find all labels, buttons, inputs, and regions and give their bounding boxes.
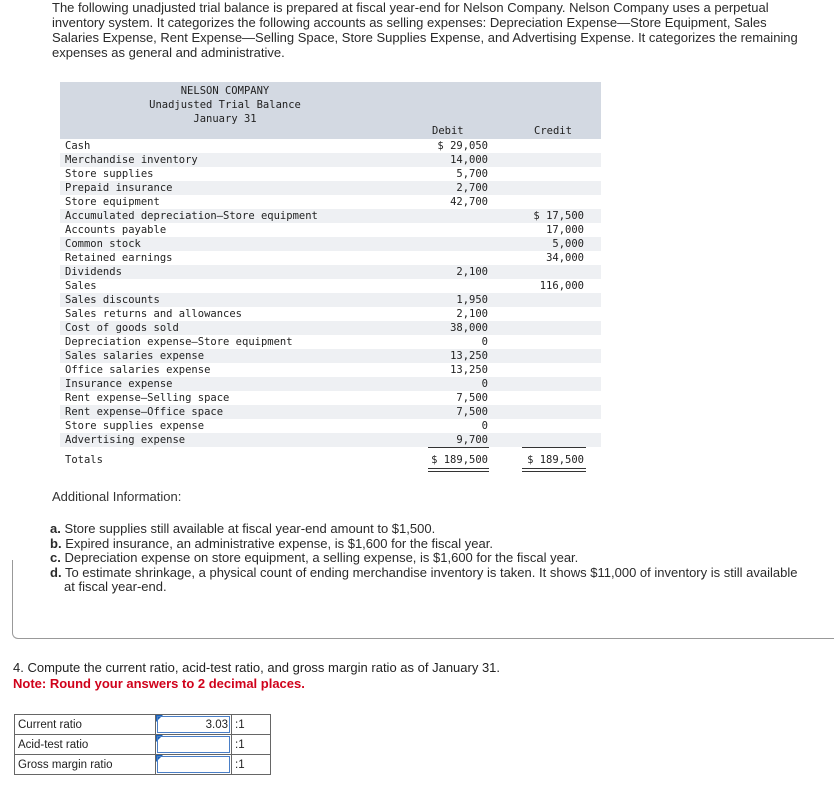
additional-info-heading: Additional Information:	[52, 489, 182, 504]
table-row	[60, 265, 601, 279]
table-row	[60, 405, 601, 419]
table-row	[60, 321, 601, 335]
table-row	[60, 363, 601, 377]
table-row	[60, 349, 601, 363]
account-name: Sales returns and allowances	[65, 308, 243, 320]
debit-header: Debit	[432, 125, 464, 137]
credit-amount: 34,000	[546, 252, 584, 264]
totals-label: Totals	[65, 454, 103, 466]
credit-double-underline	[522, 468, 586, 472]
statement-date: January 31	[193, 113, 257, 125]
intro-paragraph: The following unadjusted trial balance is prepared at fiscal year-end for Nelson Company. Nelson Company uses a perpetual inventory system. It categorizes the following accounts as selling expenses: Depreciation Expense—Store Equipment, Sales Salaries Expense, Rent Expense—Selling Space, Store Supplies Expense, and Advertising Expense. It categorizes the remaining expenses as general and administrative.	[52, 0, 798, 60]
account-name: Insurance expense	[65, 378, 173, 390]
account-name: Accumulated depreciation—Store equipment	[65, 210, 318, 222]
acid-test-ratio-input[interactable]	[156, 735, 232, 755]
account-name: Prepaid insurance	[65, 182, 173, 194]
account-name: Cost of goods sold	[65, 322, 179, 334]
table-row	[60, 335, 601, 349]
company-name: NELSON COMPANY	[180, 85, 270, 97]
question-block	[13, 660, 500, 692]
account-name: Sales discounts	[65, 294, 160, 306]
debit-amount: 5,700	[456, 168, 488, 180]
account-name: Store supplies	[65, 168, 154, 180]
current-ratio-input[interactable]: 3.03	[156, 715, 232, 735]
account-name: Rent expense—Office space	[65, 406, 224, 418]
debit-amount: $ 29,050	[437, 140, 488, 152]
credit-amount: 116,000	[539, 280, 584, 292]
table-row	[60, 223, 601, 237]
debit-amount: 13,250	[450, 350, 488, 362]
table-row	[60, 153, 601, 167]
debit-underline	[428, 447, 489, 448]
debit-amount: 0	[481, 420, 488, 432]
account-name: Dividends	[65, 266, 122, 278]
debit-amount: 42,700	[450, 196, 488, 208]
table-row	[60, 293, 601, 307]
account-name: Depreciation expense—Store equipment	[65, 336, 293, 348]
account-name: Sales	[65, 280, 97, 292]
table-row	[60, 181, 601, 195]
table-row	[60, 391, 601, 405]
table-row	[60, 251, 601, 265]
account-name: Retained earnings	[65, 252, 173, 264]
table-row	[60, 139, 601, 153]
debit-amount: 2,100	[456, 308, 488, 320]
answer-row-acid	[15, 735, 271, 755]
table-row	[60, 377, 601, 391]
account-name: Accounts payable	[65, 224, 167, 236]
table-row	[60, 307, 601, 321]
debit-double-underline	[428, 468, 489, 472]
table-row	[60, 237, 601, 251]
totals-row	[60, 453, 601, 467]
account-name: Merchandise inventory	[65, 154, 198, 166]
answer-row-gross	[15, 755, 271, 775]
acid-test-ratio-unit: :1	[232, 735, 271, 755]
additional-item-d: d. To estimate shrinkage, a physical count of ending merchandise inventory is taken. It shows $11,000 of inventory is still available at fiscal year-end.	[50, 564, 798, 594]
debit-amount: 13,250	[450, 364, 488, 376]
table-row	[60, 419, 601, 433]
gross-margin-ratio-unit: :1	[232, 755, 271, 775]
account-name: Office salaries expense	[65, 364, 211, 376]
gross-margin-ratio-label: Gross margin ratio	[15, 755, 156, 775]
gross-margin-ratio-input[interactable]	[156, 755, 232, 775]
account-name: Store equipment	[65, 196, 160, 208]
additional-item-c: c. Depreciation expense on store equipment, a selling expense, is $1,600 for the fiscal year.	[50, 550, 579, 565]
account-name: Cash	[65, 140, 91, 152]
rounding-note: Note: Round your answers to 2 decimal places.	[13, 676, 305, 691]
debit-amount: 7,500	[456, 392, 488, 404]
credit-amount: $ 17,500	[533, 210, 584, 222]
table-row	[60, 209, 601, 223]
additional-item-a: a. Store supplies still available at fiscal year-end amount to $1,500.	[50, 521, 436, 536]
statement-title: Unadjusted Trial Balance	[149, 99, 301, 111]
debit-amount: 1,950	[456, 294, 488, 306]
debit-amount: 2,100	[456, 266, 488, 278]
current-ratio-label: Current ratio	[15, 715, 156, 735]
table-row	[60, 433, 601, 447]
additional-item-b: b. Expired insurance, an administrative expense, is $1,600 for the fiscal year.	[50, 535, 493, 551]
account-name: Advertising expense	[65, 434, 186, 446]
totals-debit: $ 189,500	[431, 454, 488, 466]
table-row	[60, 279, 601, 293]
credit-amount: 17,000	[546, 224, 584, 236]
account-name: Common stock	[65, 238, 141, 250]
debit-amount: 9,700	[456, 434, 488, 446]
answer-row-current	[15, 715, 271, 735]
credit-header: Credit	[534, 125, 572, 137]
debit-amount: 38,000	[450, 322, 488, 334]
credit-underline	[522, 447, 586, 448]
current-ratio-unit: :1	[232, 715, 271, 735]
question-prompt: 4. Compute the current ratio, acid-test ratio, and gross margin ratio as of January 31.	[13, 660, 501, 675]
account-name: Store supplies expense	[65, 420, 205, 432]
debit-amount: 0	[481, 378, 488, 390]
debit-amount: 2,700	[456, 182, 488, 194]
account-name: Sales salaries expense	[65, 350, 205, 362]
acid-test-ratio-label: Acid-test ratio	[15, 735, 156, 755]
panel-border	[12, 560, 834, 639]
debit-amount: 14,000	[450, 154, 488, 166]
account-name: Rent expense—Selling space	[65, 392, 230, 404]
table-row	[60, 195, 601, 209]
answer-table	[14, 714, 271, 775]
credit-amount: 5,000	[552, 238, 584, 250]
table-row	[60, 167, 601, 181]
debit-amount: 7,500	[456, 406, 488, 418]
totals-credit: $ 189,500	[527, 454, 584, 466]
debit-amount: 0	[481, 336, 488, 348]
